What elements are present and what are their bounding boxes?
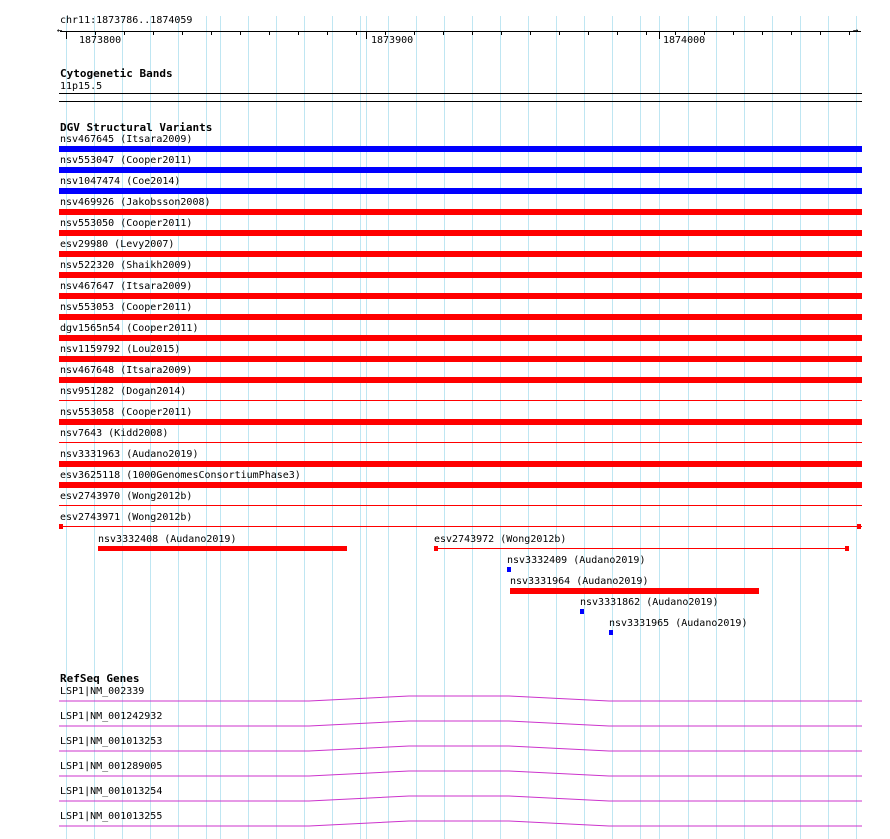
minor-tick (356, 31, 357, 35)
grid-line (388, 16, 389, 839)
gene-label: LSP1|NM_002339 (60, 686, 145, 697)
feature-bar[interactable] (59, 377, 862, 383)
feature-label: nsv467648 (Itsara2009) (60, 365, 193, 376)
minor-tick (559, 31, 560, 35)
feature-bar[interactable] (507, 567, 511, 572)
gene-intron-line[interactable] (59, 820, 862, 828)
grid-line (276, 16, 277, 839)
feature-label: esv29980 (Levy2007) (60, 239, 175, 250)
minor-tick (443, 31, 444, 35)
grid-line (556, 16, 557, 839)
feature-label: nsv3331963 (Audano2019) (60, 449, 199, 460)
grid-line (612, 16, 613, 839)
feature-bar[interactable] (98, 546, 347, 551)
feature-bar[interactable] (434, 548, 849, 549)
minor-tick (849, 31, 850, 35)
feature-end-cap (845, 546, 849, 551)
gene-label: LSP1|NM_001013254 (60, 786, 163, 797)
grid-line (304, 16, 305, 839)
major-tick (66, 31, 67, 39)
tick-label: 1873900 (371, 35, 414, 46)
feature-label: nsv951282 (Dogan2014) (60, 386, 187, 397)
grid-line (584, 16, 585, 839)
feature-bar[interactable] (59, 461, 862, 467)
feature-label: esv3625118 (1000GenomesConsortiumPhase3) (60, 470, 301, 481)
feature-bar[interactable] (59, 335, 862, 341)
grid-line (332, 16, 333, 839)
ruler-left-arrow-icon: ← (57, 26, 63, 36)
feature-label: nsv553053 (Cooper2011) (60, 302, 193, 313)
feature-label: nsv1159792 (Lou2015) (60, 344, 181, 355)
minor-tick (733, 31, 734, 35)
feature-label: nsv553047 (Cooper2011) (60, 155, 193, 166)
feature-label: nsv522320 (Shaikh2009) (60, 260, 193, 271)
minor-tick (820, 31, 821, 35)
minor-tick (530, 31, 531, 35)
feature-label: nsv3331965 (Audano2019) (609, 618, 748, 629)
feature-label: nsv553058 (Cooper2011) (60, 407, 193, 418)
band-top-border (59, 93, 862, 94)
grid-line (856, 16, 857, 839)
grid-line (640, 16, 641, 839)
gene-label: LSP1|NM_001289005 (60, 761, 163, 772)
feature-bar[interactable] (59, 293, 862, 299)
feature-label: nsv3332409 (Audano2019) (507, 555, 646, 566)
feature-bar[interactable] (59, 400, 862, 401)
minor-tick (501, 31, 502, 35)
minor-tick (762, 31, 763, 35)
gene-label: LSP1|NM_001013255 (60, 811, 163, 822)
grid-line (828, 16, 829, 839)
gene-intron-line[interactable] (59, 720, 862, 728)
minor-tick (182, 31, 183, 35)
feature-bar[interactable] (59, 526, 862, 527)
feature-bar[interactable] (59, 442, 862, 443)
minor-tick (588, 31, 589, 35)
ruler-right-arrow-icon: → (853, 26, 859, 36)
feature-bar[interactable] (59, 230, 862, 236)
feature-label: nsv3331862 (Audano2019) (580, 597, 719, 608)
feature-label: nsv553050 (Cooper2011) (60, 218, 193, 229)
gene-intron-line[interactable] (59, 795, 862, 803)
feature-label: esv2743970 (Wong2012b) (60, 491, 193, 502)
grid-line (248, 16, 249, 839)
gene-label: LSP1|NM_001013253 (60, 736, 163, 747)
minor-tick (211, 31, 212, 35)
grid-line (772, 16, 773, 839)
feature-bar[interactable] (59, 188, 862, 194)
feature-bar[interactable] (59, 146, 862, 152)
feature-label: esv2743972 (Wong2012b) (434, 534, 567, 545)
feature-label: nsv469926 (Jakobsson2008) (60, 197, 211, 208)
feature-bar[interactable] (510, 588, 759, 594)
tick-label: 1874000 (663, 35, 706, 46)
grid-line (716, 16, 717, 839)
feature-bar[interactable] (609, 630, 613, 635)
minor-tick (240, 31, 241, 35)
grid-line (416, 16, 417, 839)
track-title: RefSeq Genes (60, 672, 140, 685)
grid-line (688, 16, 689, 839)
minor-tick (153, 31, 154, 35)
feature-label: nsv467645 (Itsara2009) (60, 134, 193, 145)
major-tick (366, 31, 367, 39)
gene-intron-line[interactable] (59, 745, 862, 753)
minor-tick (646, 31, 647, 35)
feature-bar[interactable] (59, 419, 862, 425)
band-bottom-border (59, 101, 862, 102)
feature-bar[interactable] (59, 272, 862, 278)
feature-label: nsv467647 (Itsara2009) (60, 281, 193, 292)
major-tick (659, 31, 660, 39)
feature-bar[interactable] (59, 167, 862, 173)
location-label: chr11:1873786..1874059 (60, 15, 193, 26)
minor-tick (327, 31, 328, 35)
feature-bar[interactable] (59, 209, 862, 215)
feature-end-cap (857, 524, 861, 529)
feature-label: dgv1565n54 (Cooper2011) (60, 323, 199, 334)
feature-bar[interactable] (59, 482, 862, 488)
minor-tick (414, 31, 415, 35)
grid-line (800, 16, 801, 839)
grid-line (220, 16, 221, 839)
gene-intron-line[interactable] (59, 695, 862, 703)
gene-intron-line[interactable] (59, 770, 862, 778)
track-title: DGV Structural Variants (60, 121, 213, 134)
grid-line (206, 16, 207, 839)
grid-line (659, 16, 660, 839)
feature-label: nsv7643 (Kidd2008) (60, 428, 169, 439)
minor-tick (269, 31, 270, 35)
grid-line (500, 16, 501, 839)
feature-bar[interactable] (59, 356, 862, 362)
feature-label: nsv3331964 (Audano2019) (510, 576, 649, 587)
feature-end-cap (59, 524, 63, 529)
minor-tick (298, 31, 299, 35)
feature-bar[interactable] (59, 251, 862, 257)
feature-bar[interactable] (59, 314, 862, 320)
feature-label: nsv3332408 (Audano2019) (98, 534, 237, 545)
minor-tick (124, 31, 125, 35)
minor-tick (791, 31, 792, 35)
feature-end-cap (434, 546, 438, 551)
minor-tick (617, 31, 618, 35)
feature-bar[interactable] (580, 609, 584, 614)
feature-bar[interactable] (59, 505, 862, 506)
minor-tick (472, 31, 473, 35)
feature-label: nsv1047474 (Coe2014) (60, 176, 181, 187)
grid-line (444, 16, 445, 839)
grid-line (360, 16, 361, 839)
grid-line (528, 16, 529, 839)
feature-label: esv2743971 (Wong2012b) (60, 512, 193, 523)
ruler-axis (60, 31, 861, 32)
gene-label: LSP1|NM_001242932 (60, 711, 163, 722)
grid-line (744, 16, 745, 839)
band-label: 11p15.5 (60, 81, 103, 92)
grid-line (472, 16, 473, 839)
grid-line (366, 16, 367, 839)
track-title: Cytogenetic Bands (60, 67, 173, 80)
tick-label: 1873800 (79, 35, 122, 46)
